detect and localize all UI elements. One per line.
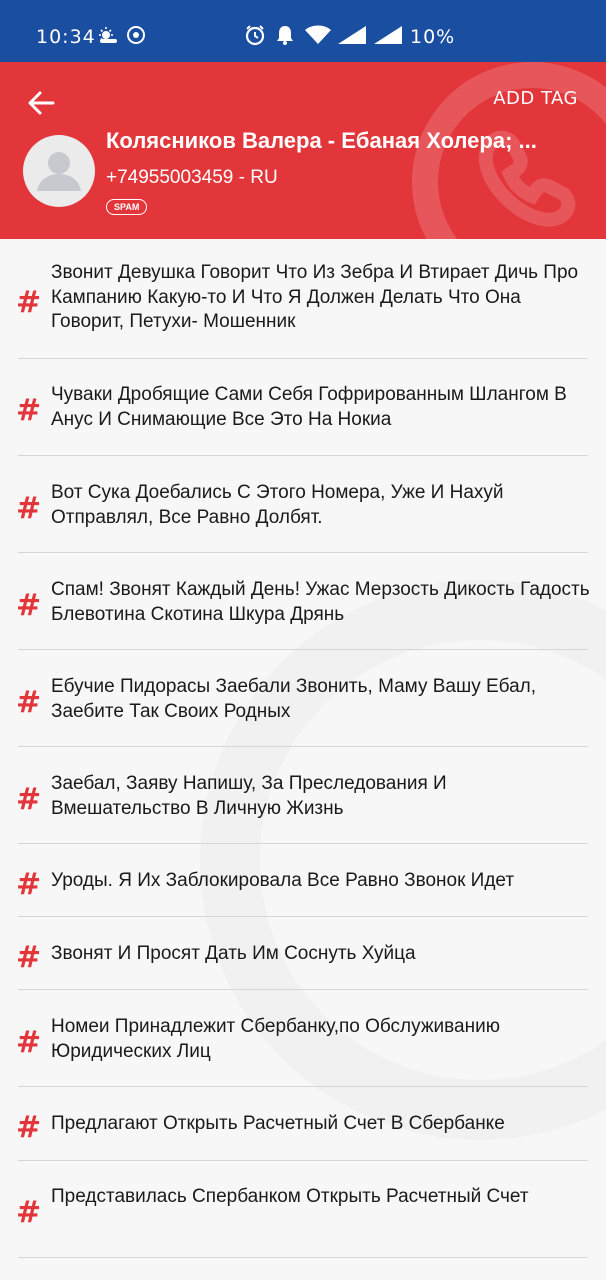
- divider: [18, 746, 588, 747]
- avatar: [23, 135, 95, 207]
- divider: [18, 916, 588, 917]
- hash-icon: #: [16, 1110, 42, 1145]
- tag-text: Чуваки Дробящие Сами Себя Гофрированным Шлангом В Анус И Снимающие Все Это На Нокиа: [51, 384, 567, 430]
- hash-icon: #: [16, 1025, 42, 1060]
- status-bar: [0, 0, 606, 62]
- tag-text: Номеи Принадлежит Сбербанку,по Обслуживанию Юридических Лиц: [51, 1016, 500, 1062]
- tag-item[interactable]: [0, 261, 606, 357]
- tag-text: Заебал, Заяву Напишу, За Преследования И Вмешательство В Личную Жизнь: [51, 773, 447, 819]
- hash-icon: #: [16, 588, 42, 623]
- hash-icon: #: [16, 685, 42, 720]
- notification-bell-icon: [274, 24, 296, 46]
- tag-text: Предлагают Открыть Расчетный Счет В Сбербанке: [51, 1113, 505, 1134]
- divider: [18, 843, 588, 844]
- hash-icon: #: [16, 285, 42, 320]
- divider: [18, 552, 588, 553]
- tag-text: Ебучие Пидорасы Заебали Звонить, Маму Вашу Ебал, Заебите Так Своих Родных: [51, 676, 537, 722]
- sync-icon: [125, 24, 147, 46]
- hash-icon: #: [16, 867, 42, 902]
- person-icon: [23, 135, 95, 207]
- hash-icon: #: [16, 491, 42, 526]
- weather-icon: [97, 24, 119, 46]
- tag-text: Спам! Звонят Каждый День! Ужас Мерзость Дикость Гадость Блевотина Скотина Шкура Дрянь: [51, 579, 590, 625]
- hash-icon: #: [16, 940, 42, 975]
- divider: [18, 649, 588, 650]
- contact-header: [0, 62, 606, 239]
- divider: [18, 455, 588, 456]
- alarm-icon: [244, 24, 266, 46]
- tag-text: Уроды. Я Их Заблокировала Все Равно Звонок Идет: [51, 870, 515, 891]
- wifi-icon: [304, 24, 332, 46]
- tag-text: Звонит Девушка Говорит Что Из Зебра И Втирает Дичь Про Кампанию Какую-то И Что Я Должен Делать Что Она Говорит, Петухи- Мошенник: [51, 262, 579, 332]
- divider: [18, 1257, 588, 1258]
- divider: [18, 989, 588, 990]
- signal-icon-2: [372, 24, 404, 46]
- status-time: 10:34: [36, 26, 96, 48]
- contact-name: Колясников Валера - Ебаная Холера; ...: [106, 128, 537, 153]
- tag-text: Вот Сука Доебались С Этого Номера, Уже И Нахуй Отправлял, Все Равно Долбят.: [51, 482, 504, 528]
- hash-icon: #: [16, 782, 42, 817]
- add-tag-button[interactable]: ADD TAG: [493, 88, 578, 109]
- divider: [18, 358, 588, 359]
- hash-icon: #: [16, 393, 42, 428]
- hash-icon: #: [16, 1195, 42, 1230]
- divider: [18, 1160, 588, 1161]
- signal-icon: [336, 24, 368, 46]
- divider: [18, 1086, 588, 1087]
- back-arrow-icon[interactable]: [26, 88, 56, 118]
- tag-text: Звонят И Просят Дать Им Соснуть Хуйца: [51, 943, 416, 964]
- spam-badge: SPAM: [106, 199, 147, 215]
- contact-phone: +74955003459 - RU: [106, 167, 278, 188]
- battery-level: 10%: [410, 26, 456, 48]
- tag-text: Представилась Спербанком Открыть Расчетный Счет: [51, 1186, 529, 1207]
